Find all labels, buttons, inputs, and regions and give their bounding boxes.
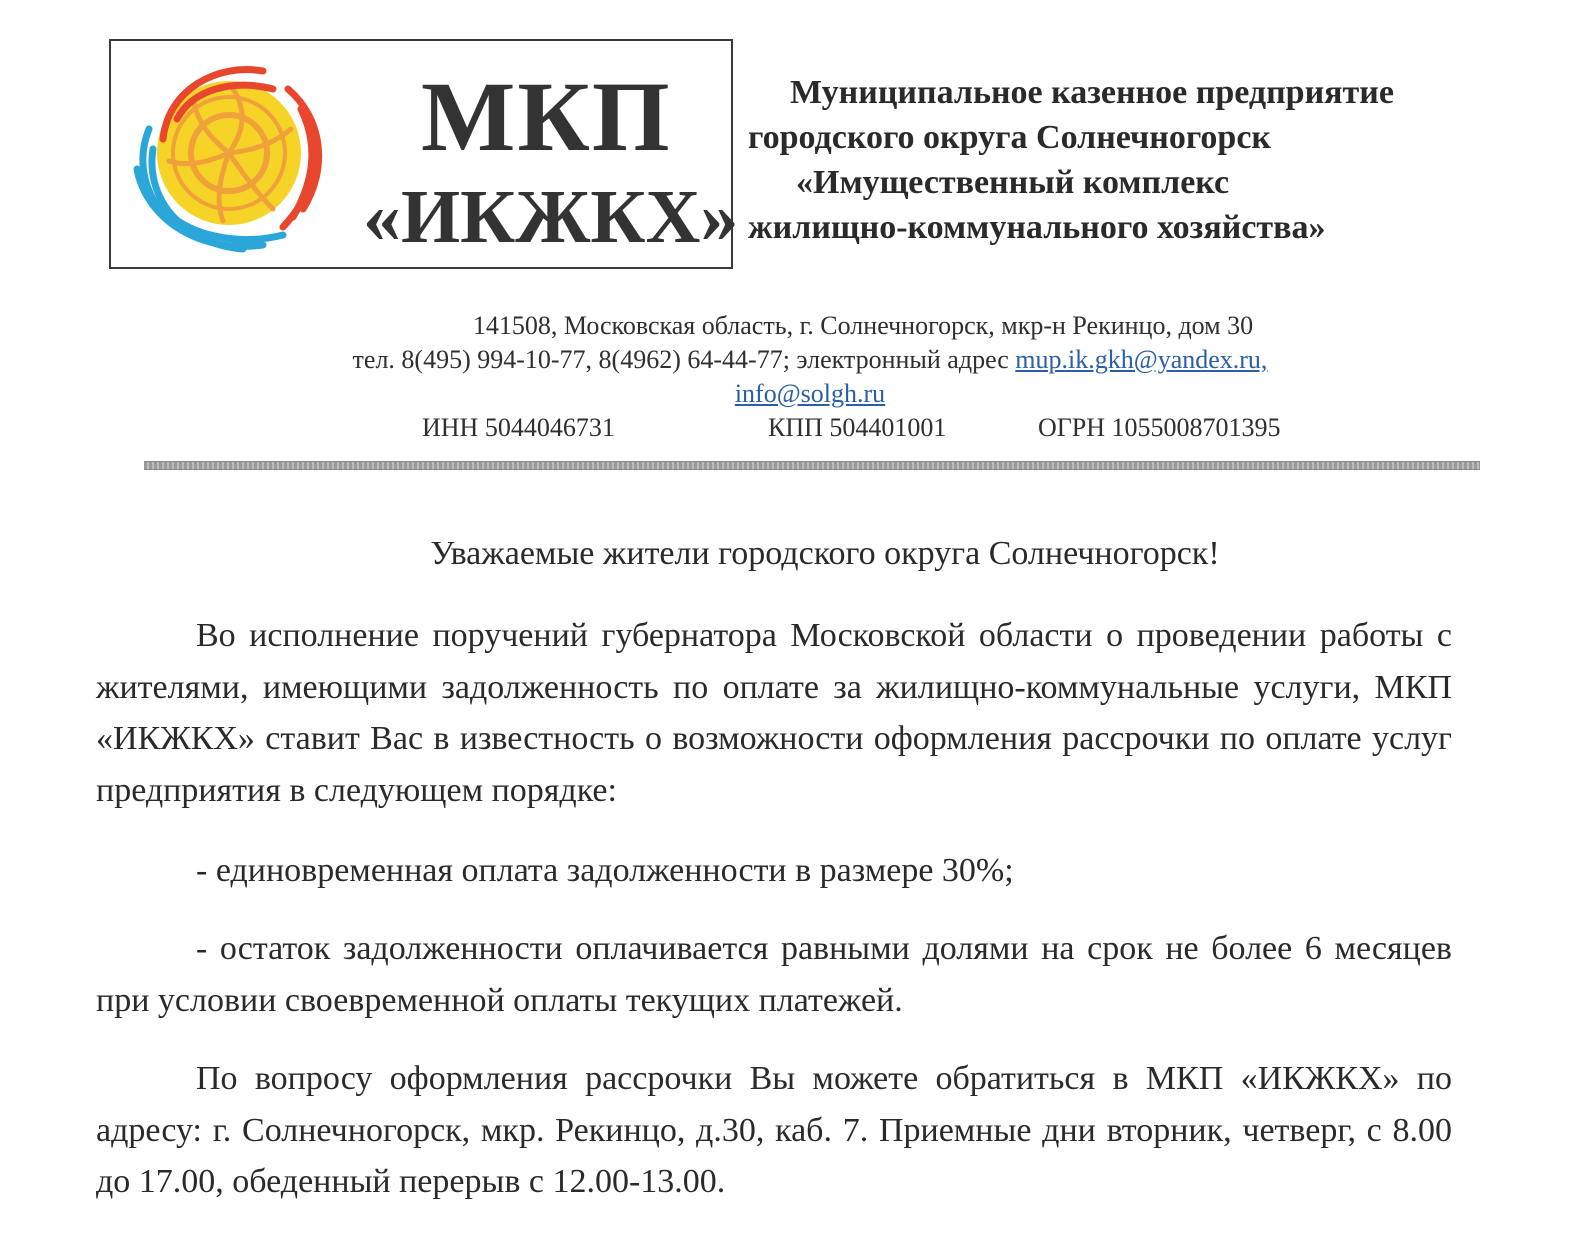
inn-text: ИНН 5044046731	[422, 413, 615, 442]
kpp-text: КПП 504401001	[768, 413, 947, 442]
letter-paragraph-intro: Во исполнение поручений губернатора Московской области о проведении работы с жителями, имеющими задолженность по оплате за жилищно-коммунальные услуги, МКП «ИКЖКХ» ставит Вас в известность о возможности оформления рассрочки по оплате услуг предприятия в следующем порядке:	[96, 617, 1452, 809]
logo-box	[109, 39, 739, 269]
organization-name	[748, 70, 1508, 250]
address-line: 141508, Московская область, г. Солнечногорск, мкр-н Рекинцо, дом 30	[472, 311, 1254, 340]
email-link-yandex[interactable]: mup.ik.gkh@yandex.ru,	[1015, 345, 1268, 374]
email-line-2	[140, 377, 1480, 411]
letter-greeting: Уважаемые жители городского округа Солнечногорск!	[430, 535, 1220, 572]
sun-swirl-icon	[123, 49, 333, 261]
logo-name: «ИКЖКХ»	[363, 175, 739, 259]
header-divider	[144, 461, 1480, 470]
letter-paragraph-contact: По вопросу оформления рассрочки Вы можете обратиться в МКП «ИКЖКХ» по адресу: г. Солнечногорск, мкр. Рекинцо, д.30, каб. 7. Приемные дни вторник, четверг, с 8.00 до 17.00, обеденный перерыв с 12.00-13.00.	[96, 1060, 1452, 1200]
requisites-line	[140, 411, 1480, 445]
phone-text: тел. 8(495) 994-10-77, 8(4962) 64-44-77; электронный адрес	[352, 345, 1016, 374]
letter-list-item-1: - единовременная оплата задолженности в размере 30%;	[196, 852, 1014, 889]
ogrn-text: ОГРН 1055008701395	[1038, 413, 1281, 442]
org-name-line2: городского округа Солнечногорск	[748, 119, 1271, 156]
logo-abbreviation: МКП	[421, 61, 672, 172]
org-name-line1: Муниципальное казенное предприятие	[790, 74, 1394, 111]
phone-line	[140, 343, 1480, 377]
contacts-block	[140, 309, 1480, 445]
letter-list-item-2: - остаток задолженности оплачивается равными долями на срок не более 6 месяцев при условии своевременной оплаты текущих платежей.	[96, 930, 1452, 1019]
org-name-line3: «Имущественный комплекс	[796, 164, 1230, 201]
org-name-line4: жилищно-коммунального хозяйства»	[748, 209, 1326, 246]
email-link-solgh[interactable]: info@solgh.ru	[734, 379, 886, 408]
